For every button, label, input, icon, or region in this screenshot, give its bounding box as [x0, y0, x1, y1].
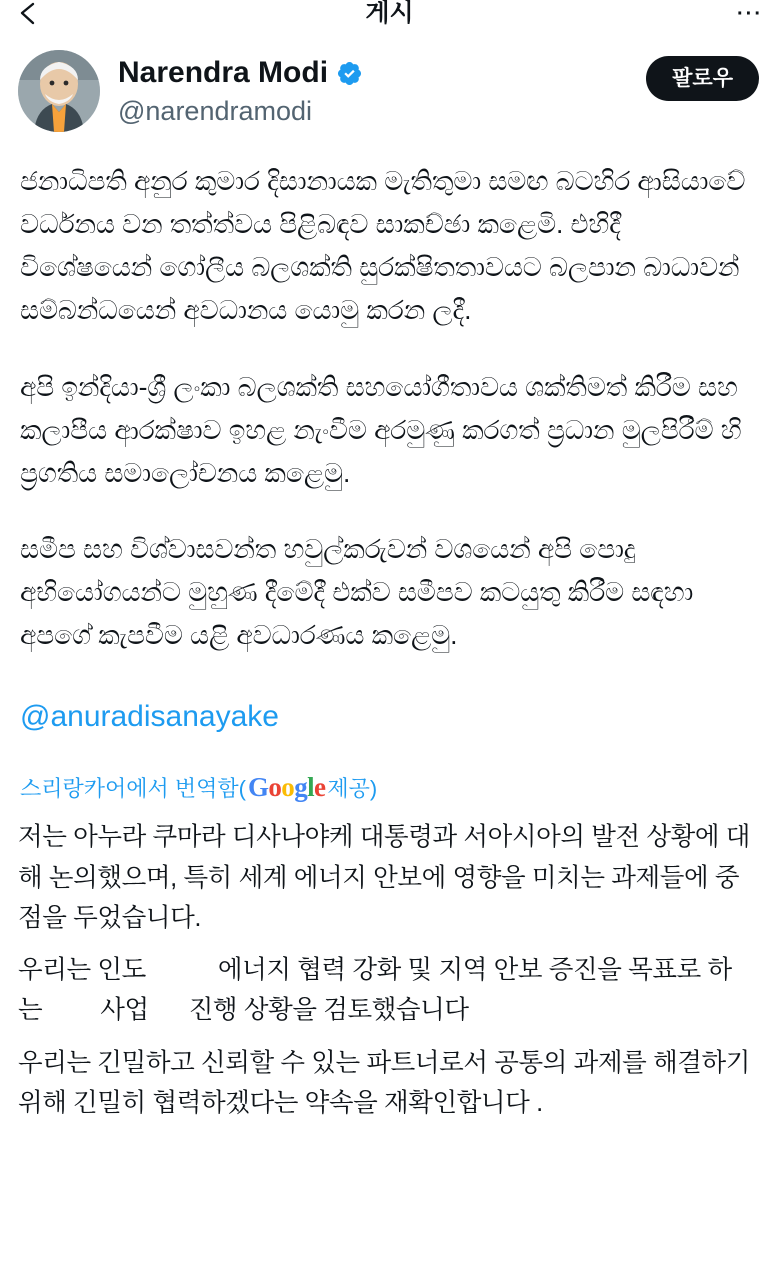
author-display-name[interactable]: Narendra Modi — [118, 56, 329, 89]
google-letter-o1: o — [268, 772, 282, 803]
mention-link[interactable]: @anuradisanayake — [20, 700, 279, 734]
translated-segment-b: 에너지 협력 강화 및 지역 안보 증진을 목표로 하 — [217, 956, 732, 985]
translated-segment-d: 사업 — [100, 996, 149, 1025]
google-logo — [248, 774, 325, 801]
translation-attribution[interactable] — [0, 736, 779, 803]
tweet-paragraph: අපි ඉන්දියා-ශ්‍රී ලංකා බලශක්ති සහයෝගීතාවය ශක්තිමත් කිරීම සහ කලාපීය ආරක්ෂාව ඉහළ නැංවීම අරමුණු කරගත් ප්‍රධාන මුලපිරීම් හි ප්‍රගතිය සමාලෝචනය කළෙමු. — [20, 371, 742, 488]
tweet-paragraph: සමීප සහ විශ්වාසවන්ත හවුල්කරුවන් වශයෙන් අපි පොදු අභියෝගයන්ට මුහුණ දීමේදී එක්ව සමීපව කටයුතු කිරීම සඳහා අපගේ කැපවීම යළි අවධාරණය කළෙමු. — [20, 534, 694, 651]
tweet-author-row — [0, 30, 779, 132]
page-title: 게시 — [365, 0, 414, 27]
google-letter-g2: g — [294, 772, 308, 803]
author-names — [118, 50, 363, 127]
tweet-paragraph: ජනාධිපති අනුර කුමාර දිසානායක මැතිතුමා සමඟ බටහිර ආසියාවේ වර්ධනය වන තත්ත්වය පිළිබඳව සාකච්ඡා කළෙමි. එහිදී විශේෂයෙන් ගෝලීය බලශක්ති සුරක්ෂිතතාවයට බලපාන බාධාවන් සම්බන්ධයෙන් අවධානය යොමු කරන ලදී. — [20, 166, 746, 325]
verified-badge-icon — [336, 60, 363, 87]
translated-from-label[interactable]: 스리랑카어에서 번역함( — [20, 776, 246, 802]
translated-paragraph: 우리는 긴밀하고 신뢰할 수 있는 파트너로서 공통의 과제를 해결하기 위해 긴밀히 협력하겠다는 약속을 재확인합니다 . — [18, 1048, 751, 1117]
google-letter-l: l — [307, 772, 314, 803]
translated-segment-a: 우리는 인도 — [18, 956, 146, 985]
follow-button[interactable]: 팔로우 — [646, 56, 759, 101]
google-letter-g1: G — [247, 772, 269, 803]
more-options-icon[interactable]: ··· — [737, 3, 763, 25]
tweet-text-body — [0, 132, 779, 736]
top-navigation-bar — [0, 0, 779, 30]
google-letter-o2: o — [281, 772, 295, 803]
translation-provider-suffix: 제공) — [327, 776, 378, 802]
translated-text-body — [0, 803, 779, 1153]
back-arrow-icon[interactable] — [16, 2, 42, 28]
author-handle[interactable]: @narendramodi — [118, 95, 313, 126]
translated-segment-c: 는 — [18, 996, 43, 1025]
translated-paragraph-middle — [18, 950, 761, 1031]
translated-segment-e: 진행 상황을 검토했습니다 — [188, 996, 469, 1025]
google-letter-e: e — [314, 772, 326, 803]
translated-paragraph: 저는 아누라 쿠마라 디사나야케 대통령과 서아시아의 발전 상황에 대해 논의했으며, 특히 세계 에너지 안보에 영향을 미치는 과제들에 중점을 두었습니다. — [18, 823, 751, 932]
avatar[interactable] — [18, 50, 100, 132]
